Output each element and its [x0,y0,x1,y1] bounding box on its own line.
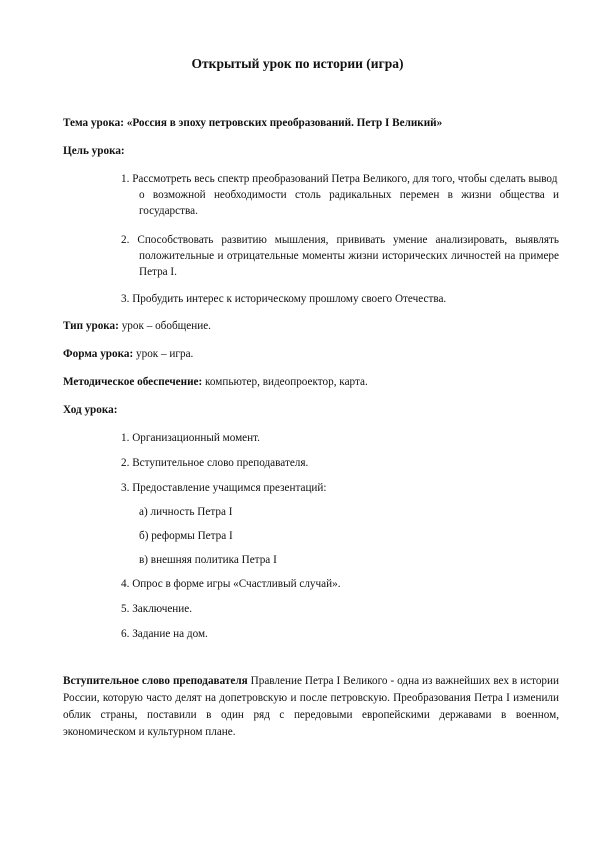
equipment-text: компьютер, видеопроектор, карта. [202,376,368,388]
course-step-5: 5. Заключение. [121,603,193,615]
lesson-type-label: Тип урока: [63,320,119,332]
lesson-form-text: урок – игра. [133,348,194,360]
goal-item-3-line-1: 3. Пробудить интерес к историческому прошлому своего Отечества. [121,293,447,305]
lesson-form-label: Форма урока: [63,348,134,360]
course-label: Ход урока: [63,404,118,416]
equipment-label: Методическое обеспечение: [63,376,203,388]
intro-paragraph [63,673,559,741]
equipment-line [63,375,368,390]
goal-item-1-line-3: государства. [139,205,198,217]
intro-label: Вступительное слово преподавателя [63,675,248,687]
goal-item-2-line-2: положительные и отрицательные моменты жизни исторических личностей на примере [139,250,559,262]
topic-line [63,116,442,131]
lesson-type-text: урок – обобщение. [118,320,211,332]
goal-label: Цель урока: [63,145,125,157]
course-step-6: 6. Задание на дом. [121,628,208,640]
course-step-3: 3. Предоставление учащимся презентаций: [121,482,327,494]
lesson-type-line [63,319,211,334]
course-step-4: 4. Опрос в форме игры «Счастливый случай». [121,578,341,590]
course-substep-a: а) личность Петра I [139,506,233,518]
course-step-1: 1. Организационный момент. [121,432,260,444]
course-substep-c: в) внешняя политика Петра I [139,554,277,566]
lesson-form-line [63,347,193,362]
goal-item-1-line-2: о возможной необходимости столь радикальных перемен в жизни общества и [139,189,559,201]
goal-item-1-line-1: 1. Рассмотреть весь спектр преобразований Петра Великого, для того, чтобы сделать вывод [121,173,558,185]
course-substep-b: б) реформы Петра I [139,530,233,542]
topic-text: «Россия в эпоху петровских преобразований. Петр I Великий» [123,117,443,129]
goal-item-2-line-3: Петра I. [139,266,177,278]
topic-label: Тема урока: [63,117,124,129]
intro-text: Правление Петра I Великого - одна из важнейших вех в истории России, которую часто делят на допетровскую и после петровскую. Преобразования Петра I изменили облик страны, поставили в один ряд с передовыми европейскими державами в военном, экономическом и культурном плане. [63,675,559,738]
document-title: Открытый урок по истории (игра) [191,56,404,71]
goal-item-2-line-1: 2. Способствовать развитию мышления, прививать умение анализировать, выявлять [121,234,559,246]
course-step-2: 2. Вступительное слово преподавателя. [121,457,309,469]
